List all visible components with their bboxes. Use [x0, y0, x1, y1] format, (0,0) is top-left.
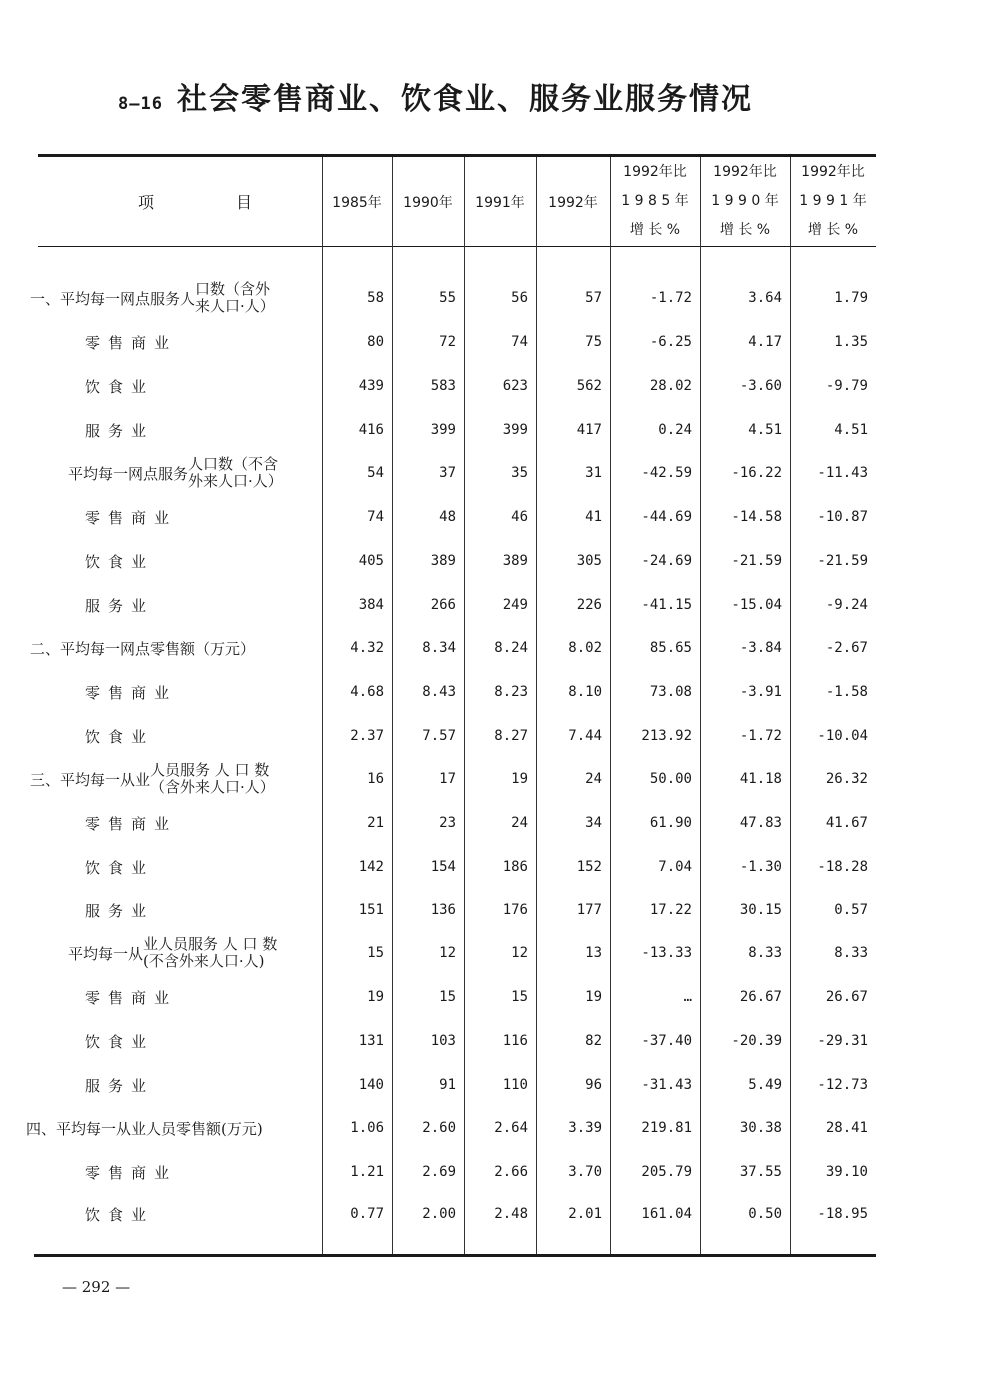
table-cell: 405: [358, 553, 384, 569]
table-cell: 0.57: [834, 902, 868, 918]
table-cell: 562: [576, 378, 602, 394]
table-cell: 4.68: [350, 684, 384, 700]
table-cell: 61.90: [649, 815, 692, 831]
table-cell: 24: [585, 771, 602, 787]
table-cell: 7.57: [422, 728, 456, 744]
table-row: [0, 890, 1000, 930]
table-cell: 23: [439, 815, 456, 831]
table-cell: 389: [502, 553, 528, 569]
table-cell: 2.01: [568, 1206, 602, 1222]
table-row: [0, 716, 1000, 756]
table-cell: 8.43: [422, 684, 456, 700]
table-cell: -15.04: [731, 597, 782, 613]
header-item-b: 目: [235, 193, 252, 212]
table-cell: …: [683, 989, 692, 1005]
table-cell: 2.00: [422, 1206, 456, 1222]
table-cell: 186: [502, 859, 528, 875]
table-cell: 2.64: [494, 1120, 528, 1136]
header-growth-line: 1 9 8 5 年: [621, 193, 689, 209]
table-cell: 39.10: [825, 1164, 868, 1180]
table-cell: -6.25: [649, 334, 692, 350]
table-row: [0, 278, 1000, 318]
table-row: [0, 1108, 1000, 1148]
table-cell: 19: [585, 989, 602, 1005]
row-label-main: 一、平均每一网点服务人: [30, 289, 196, 308]
table-cell: 417: [576, 422, 602, 438]
table-cell: 21: [367, 815, 384, 831]
table-cell: 8.10: [568, 684, 602, 700]
table-cell: 8.24: [494, 640, 528, 656]
table-cell: 7.44: [568, 728, 602, 744]
table-cell: 2.66: [494, 1164, 528, 1180]
row-label: 饮食业: [85, 377, 155, 396]
header-year-1990: 1990年: [403, 194, 453, 211]
table-cell: 2.69: [422, 1164, 456, 1180]
table-cell: 37.55: [739, 1164, 782, 1180]
table-cell: -12.73: [817, 1077, 868, 1093]
table-cell: 226: [576, 597, 602, 613]
table-cell: 131: [358, 1033, 384, 1049]
table-cell: 55: [439, 290, 456, 306]
table-number: 8—16: [118, 94, 163, 114]
page-title: [118, 74, 878, 124]
table-cell: -10.04: [817, 728, 868, 744]
table-cell: 16: [367, 771, 384, 787]
row-label: 零售商业: [85, 814, 178, 833]
table-cell: 8.33: [834, 945, 868, 961]
table-cell: -1.72: [739, 728, 782, 744]
row-label: [30, 278, 322, 318]
row-label-line: 外来人口·人）: [188, 472, 283, 490]
header-growth-1991: [790, 157, 876, 246]
table-cell: -11.43: [817, 465, 868, 481]
table-cell: 0.24: [658, 422, 692, 438]
table-cell: 80: [367, 334, 384, 350]
table-cell: 1.35: [834, 334, 868, 350]
row-label: [30, 453, 322, 493]
table-cell: 34: [585, 815, 602, 831]
header-growth-line: 增 长 %: [719, 222, 771, 238]
table-row: [0, 1152, 1000, 1192]
table-cell: -3.60: [739, 378, 782, 394]
header-growth-line: 1992年比: [801, 164, 865, 180]
table-cell: 15: [439, 989, 456, 1005]
table-cell: 58: [367, 290, 384, 306]
table-row: [0, 803, 1000, 843]
table-title: 社会零售商业、饮食业、服务业服务情况: [176, 82, 753, 117]
table-cell: 50.00: [649, 771, 692, 787]
table-cell: -18.95: [817, 1206, 868, 1222]
table-cell: 384: [358, 597, 384, 613]
table-cell: 8.34: [422, 640, 456, 656]
row-label-line: 口数（含外: [195, 280, 271, 298]
row-label: 服务业: [85, 1076, 155, 1095]
table-cell: 30.38: [739, 1120, 782, 1136]
table-cell: 13: [585, 945, 602, 961]
table-row: [0, 933, 1000, 973]
table-cell: 26.67: [739, 989, 782, 1005]
table-row: [0, 541, 1000, 581]
table-cell: 75: [585, 334, 602, 350]
table-row: [0, 759, 1000, 799]
row-label: 饮食业: [85, 858, 155, 877]
table-cell: 47.83: [739, 815, 782, 831]
header-item-a: 项: [138, 193, 155, 212]
table-cell: 12: [511, 945, 528, 961]
table-cell: 136: [430, 902, 456, 918]
row-label: 服务业: [85, 901, 155, 920]
page-number: — 292 —: [62, 1278, 131, 1296]
table-row: [0, 1065, 1000, 1105]
table-cell: -3.91: [739, 684, 782, 700]
table-cell: 19: [367, 989, 384, 1005]
table-cell: 74: [367, 509, 384, 525]
header-growth-line: 1 9 9 1 年: [799, 193, 867, 209]
table-cell: 4.51: [748, 422, 782, 438]
table-cell: -21.59: [817, 553, 868, 569]
table-cell: -20.39: [731, 1033, 782, 1049]
row-label: 零售商业: [85, 508, 178, 527]
table-cell: 213.92: [641, 728, 692, 744]
table-cell: 152: [576, 859, 602, 875]
table-row: [0, 585, 1000, 625]
table-cell: 8.23: [494, 684, 528, 700]
row-label-wrap: [188, 456, 283, 490]
table-cell: 41.67: [825, 815, 868, 831]
table-cell: 4.32: [350, 640, 384, 656]
table-row: [0, 977, 1000, 1017]
table-cell: 17.22: [649, 902, 692, 918]
table-cell: 439: [358, 378, 384, 394]
row-label: 饮食业: [85, 1032, 155, 1051]
header-growth-1985: [610, 157, 700, 246]
table-row: [0, 672, 1000, 712]
table-cell: 3.70: [568, 1164, 602, 1180]
header-rule: [38, 246, 876, 247]
table-cell: 103: [430, 1033, 456, 1049]
table-row: [0, 410, 1000, 450]
row-label-main: 平均每一网点服务: [68, 464, 189, 483]
table-cell: 30.15: [739, 902, 782, 918]
header-growth-line: 1992年比: [713, 164, 777, 180]
table-cell: -13.33: [641, 945, 692, 961]
row-label: 零售商业: [85, 333, 178, 352]
table-cell: 623: [502, 378, 528, 394]
table-cell: -16.22: [731, 465, 782, 481]
table-cell: -21.59: [731, 553, 782, 569]
table-cell: 24: [511, 815, 528, 831]
table-cell: 7.04: [658, 859, 692, 875]
table-cell: 3.39: [568, 1120, 602, 1136]
row-label-line: （含外来人口·人）: [150, 778, 275, 796]
table-cell: -37.40: [641, 1033, 692, 1049]
table-cell: -18.28: [817, 859, 868, 875]
table-cell: 161.04: [641, 1206, 692, 1222]
table-cell: 82: [585, 1033, 602, 1049]
row-label: 服务业: [85, 421, 155, 440]
row-label-line: 人员服务 人 口 数: [150, 761, 270, 779]
table-cell: -9.79: [825, 378, 868, 394]
table-cell: -24.69: [641, 553, 692, 569]
table-cell: 4.17: [748, 334, 782, 350]
table-cell: 37: [439, 465, 456, 481]
table-cell: 96: [585, 1077, 602, 1093]
table-cell: 54: [367, 465, 384, 481]
table-cell: 0.77: [350, 1206, 384, 1222]
header-growth-line: 1 9 9 0 年: [711, 193, 779, 209]
table-cell: 266: [430, 597, 456, 613]
table-cell: 2.48: [494, 1206, 528, 1222]
table-cell: 389: [430, 553, 456, 569]
table-cell: -41.15: [641, 597, 692, 613]
table-cell: -42.59: [641, 465, 692, 481]
table-row: [0, 366, 1000, 406]
row-label-main: 平均每一从: [68, 944, 144, 963]
header-item: [38, 157, 322, 246]
bottom-rule: [34, 1254, 876, 1257]
table-cell: 1.21: [350, 1164, 384, 1180]
table-cell: 28.41: [825, 1120, 868, 1136]
row-label: 零售商业: [85, 988, 178, 1007]
table-row: [0, 453, 1000, 493]
table-cell: 219.81: [641, 1120, 692, 1136]
header-growth-line: 增 长 %: [629, 222, 681, 238]
table-cell: -9.24: [825, 597, 868, 613]
table-cell: 399: [502, 422, 528, 438]
table-cell: 416: [358, 422, 384, 438]
table-row: [0, 847, 1000, 887]
row-label: 饮食业: [85, 552, 155, 571]
table-cell: 56: [511, 290, 528, 306]
table-cell: 19: [511, 771, 528, 787]
table-cell: 205.79: [641, 1164, 692, 1180]
table-cell: 583: [430, 378, 456, 394]
table-cell: 8.33: [748, 945, 782, 961]
table-cell: -44.69: [641, 509, 692, 525]
table-row: [0, 1021, 1000, 1061]
table-cell: -3.84: [739, 640, 782, 656]
row-label-line: 来人口·人）: [195, 297, 275, 315]
table-cell: 15: [367, 945, 384, 961]
row-label: 零售商业: [85, 1163, 178, 1182]
table-cell: 176: [502, 902, 528, 918]
header-growth-line: 1992年比: [623, 164, 687, 180]
table-cell: 151: [358, 902, 384, 918]
table-cell: 74: [511, 334, 528, 350]
row-label-line: 人口数（不含: [188, 455, 279, 473]
table-row: [0, 322, 1000, 362]
table-cell: 26.32: [825, 771, 868, 787]
header-year-1991: 1991年: [475, 194, 525, 211]
table-cell: 0.50: [748, 1206, 782, 1222]
table-row: [0, 628, 1000, 668]
row-label: [30, 933, 322, 973]
row-label: 二、平均每一网点零售额（万元）: [30, 639, 256, 658]
table-cell: 15: [511, 989, 528, 1005]
table-cell: 4.51: [834, 422, 868, 438]
table-cell: 2.60: [422, 1120, 456, 1136]
table-cell: 73.08: [649, 684, 692, 700]
table-cell: 46: [511, 509, 528, 525]
table-cell: 249: [502, 597, 528, 613]
table-cell: -2.67: [825, 640, 868, 656]
table-cell: 31: [585, 465, 602, 481]
row-label-wrap: [143, 936, 277, 970]
row-label-wrap: [150, 762, 275, 796]
table-cell: 8.27: [494, 728, 528, 744]
table-cell: 116: [502, 1033, 528, 1049]
row-label: 饮食业: [85, 1205, 155, 1224]
table-cell: 91: [439, 1077, 456, 1093]
table-cell: 1.06: [350, 1120, 384, 1136]
row-label-main: 三、平均每一从业: [30, 770, 151, 789]
table-cell: 140: [358, 1077, 384, 1093]
row-label-line: (不含外来人口·人): [143, 952, 265, 970]
table-cell: 72: [439, 334, 456, 350]
table-cell: 17: [439, 771, 456, 787]
table-cell: 3.64: [748, 290, 782, 306]
table-cell: 154: [430, 859, 456, 875]
row-label: [30, 759, 322, 799]
table-cell: 2.37: [350, 728, 384, 744]
row-label: 零售商业: [85, 683, 178, 702]
table-cell: -1.30: [739, 859, 782, 875]
table-cell: 26.67: [825, 989, 868, 1005]
table-cell: -31.43: [641, 1077, 692, 1093]
table-cell: 399: [430, 422, 456, 438]
header-growth-line: 增 长 %: [807, 222, 859, 238]
table-cell: 28.02: [649, 378, 692, 394]
table-cell: 305: [576, 553, 602, 569]
table-cell: 41.18: [739, 771, 782, 787]
table-row: [0, 1194, 1000, 1234]
row-label: 服务业: [85, 596, 155, 615]
row-label: 饮食业: [85, 727, 155, 746]
table-cell: 41: [585, 509, 602, 525]
table-cell: 142: [358, 859, 384, 875]
table-cell: 1.79: [834, 290, 868, 306]
table-cell: 85.65: [649, 640, 692, 656]
table-cell: 12: [439, 945, 456, 961]
table-cell: 48: [439, 509, 456, 525]
table-cell: -29.31: [817, 1033, 868, 1049]
header-year-1985: 1985年: [332, 194, 382, 211]
table-cell: 5.49: [748, 1077, 782, 1093]
table-cell: 57: [585, 290, 602, 306]
table-cell: -1.58: [825, 684, 868, 700]
table-cell: -1.72: [649, 290, 692, 306]
table-cell: -14.58: [731, 509, 782, 525]
table-cell: 35: [511, 465, 528, 481]
table-cell: -10.87: [817, 509, 868, 525]
header-year-1992: 1992年: [548, 194, 598, 211]
table-row: [0, 497, 1000, 537]
table-cell: 110: [502, 1077, 528, 1093]
table-cell: 8.02: [568, 640, 602, 656]
row-label-line: 业人员服务 人 口 数: [143, 935, 278, 953]
row-label: 四、平均每一从业人员零售额(万元): [26, 1119, 263, 1138]
row-label-wrap: [195, 281, 275, 315]
table-cell: 177: [576, 902, 602, 918]
header-growth-1990: [700, 157, 790, 246]
